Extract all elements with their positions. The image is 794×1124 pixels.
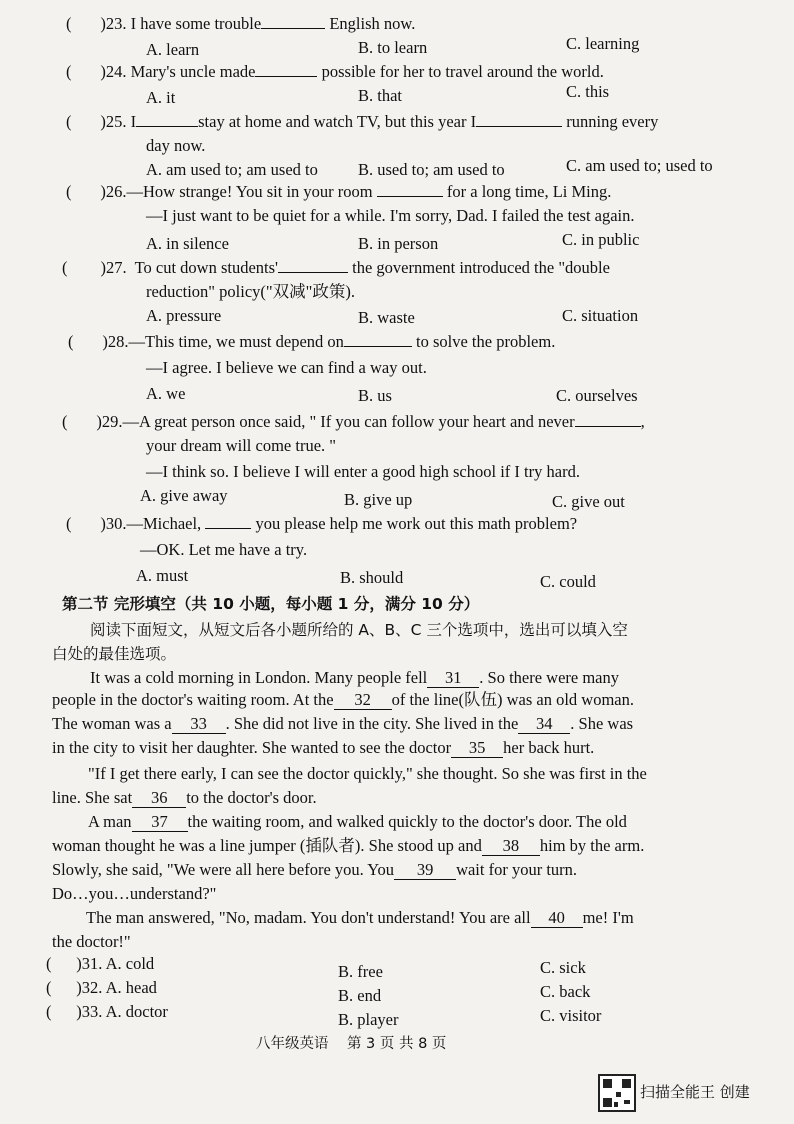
option: C. could: [540, 572, 596, 591]
page-footer: [256, 1034, 446, 1054]
passage-line: Slowly, she said, "We were all here before you. You 39 wait for your turn.: [52, 860, 578, 879]
option: C. this: [566, 82, 610, 101]
option: B. that: [358, 86, 402, 105]
option: A. it: [146, 88, 176, 107]
option: B. used to; am used to: [358, 160, 505, 179]
passage-line: line. She sat 36 to the doctor's door.: [52, 788, 317, 807]
option: A. in silence: [146, 234, 229, 253]
question-29: ( )29.—A great person once said, " If you can follow your heart and never ,: [62, 412, 645, 431]
question-28: ( )28.—This time, we must depend on to solve the problem.: [68, 332, 556, 351]
option: B. in person: [358, 234, 439, 253]
question-text: —OK. Let me have a try.: [140, 540, 308, 559]
option: B. player: [338, 1010, 399, 1029]
option: C. in public: [562, 230, 640, 249]
question-text: —I think so. I believe I will enter a good high school if I try hard.: [146, 462, 580, 481]
question-text: —I agree. I believe we can find a way out.: [146, 358, 427, 377]
footer-page-number: 第 3 页 共 8 页: [346, 1036, 447, 1052]
question-24: ( )24. Mary's uncle made possible for her to travel around the world.: [66, 62, 604, 81]
option: A. give away: [140, 486, 228, 505]
question-30: ( )30.—Michael, you please help me work out this math problem?: [66, 514, 578, 533]
section-heading: 第二节 完形填空（共 10 小题，每小题 1 分，满分 10 分）: [62, 595, 480, 613]
question-26: ( )26.—How strange! You sit in your room for a long time, Li Ming.: [66, 182, 612, 201]
option: C. am used to; used to: [566, 156, 713, 175]
option: A. learn: [146, 40, 200, 59]
option: C. ourselves: [556, 386, 638, 405]
cloze-33: ( )33. A. doctor: [46, 1002, 168, 1021]
question-text: reduction" policy("双减"政策).: [146, 282, 355, 301]
passage-line: A man 37 the waiting room, and walked quickly to the doctor's door. The old: [88, 812, 627, 831]
option: B. give up: [344, 490, 413, 509]
scanner-watermark: 扫描全能王 创建: [640, 1083, 750, 1101]
cloze-32: ( )32. A. head: [46, 978, 157, 997]
passage-line: woman thought he was a line jumper (插队者). She stood up and 38 him by the arm.: [52, 836, 645, 855]
passage-line: "If I get there early, I can see the doctor quickly," she thought. So she was first in the: [88, 764, 647, 783]
passage-line: people in the doctor's waiting room. At the 32 of the line(队伍) was an old woman.: [52, 690, 634, 709]
option: A. am used to; am used to: [146, 160, 318, 179]
passage-line: in the city to visit her daughter. She wanted to see the doctor 35 her back hurt.: [52, 738, 595, 757]
section-instruction: 白处的最佳选项。: [52, 645, 177, 663]
option: B. should: [340, 568, 404, 587]
section-instruction: 阅读下面短文，从短文后各小题所给的 A、B、C 三个选项中，选出可以填入空: [90, 621, 628, 639]
qr-code-icon: [598, 1074, 636, 1112]
footer-subject: 八年级英语: [256, 1036, 329, 1052]
option: C. back: [540, 982, 591, 1001]
option: B. end: [338, 986, 382, 1005]
question-23: ( )23. I have some trouble English now.: [66, 14, 416, 33]
passage-line: It was a cold morning in London. Many people fell 31 . So there were many: [90, 668, 620, 687]
option: C. give out: [552, 492, 625, 511]
passage-line: The man answered, "No, madam. You don't understand! You are all 40 me! I'm: [86, 908, 634, 927]
passage-line: the doctor!": [52, 932, 131, 951]
question-text: day now.: [146, 136, 206, 155]
option: A. must: [136, 566, 189, 585]
option: A. we: [146, 384, 186, 403]
question-25: ( )25. I stay at home and watch TV, but this year I running every: [66, 112, 659, 131]
option: A. pressure: [146, 306, 222, 325]
passage-line: Do…you…understand?": [52, 884, 217, 903]
option: B. waste: [358, 308, 415, 327]
cloze-31: ( )31. A. cold: [46, 954, 155, 973]
passage-line: The woman was a 33 . She did not live in the city. She lived in the 34 . She was: [52, 714, 634, 733]
option: C. sick: [540, 958, 586, 977]
option: B. free: [338, 962, 383, 981]
question-text: your dream will come true. ": [146, 436, 337, 455]
question-text: —I just want to be quiet for a while. I'm sorry, Dad. I failed the test again.: [146, 206, 635, 225]
option: C. visitor: [540, 1006, 602, 1025]
option: B. to learn: [358, 38, 428, 57]
option: B. us: [358, 386, 392, 405]
question-27: ( )27. To cut down students' the government introduced the "double: [62, 258, 610, 277]
option: C. learning: [566, 34, 640, 53]
option: C. situation: [562, 306, 639, 325]
